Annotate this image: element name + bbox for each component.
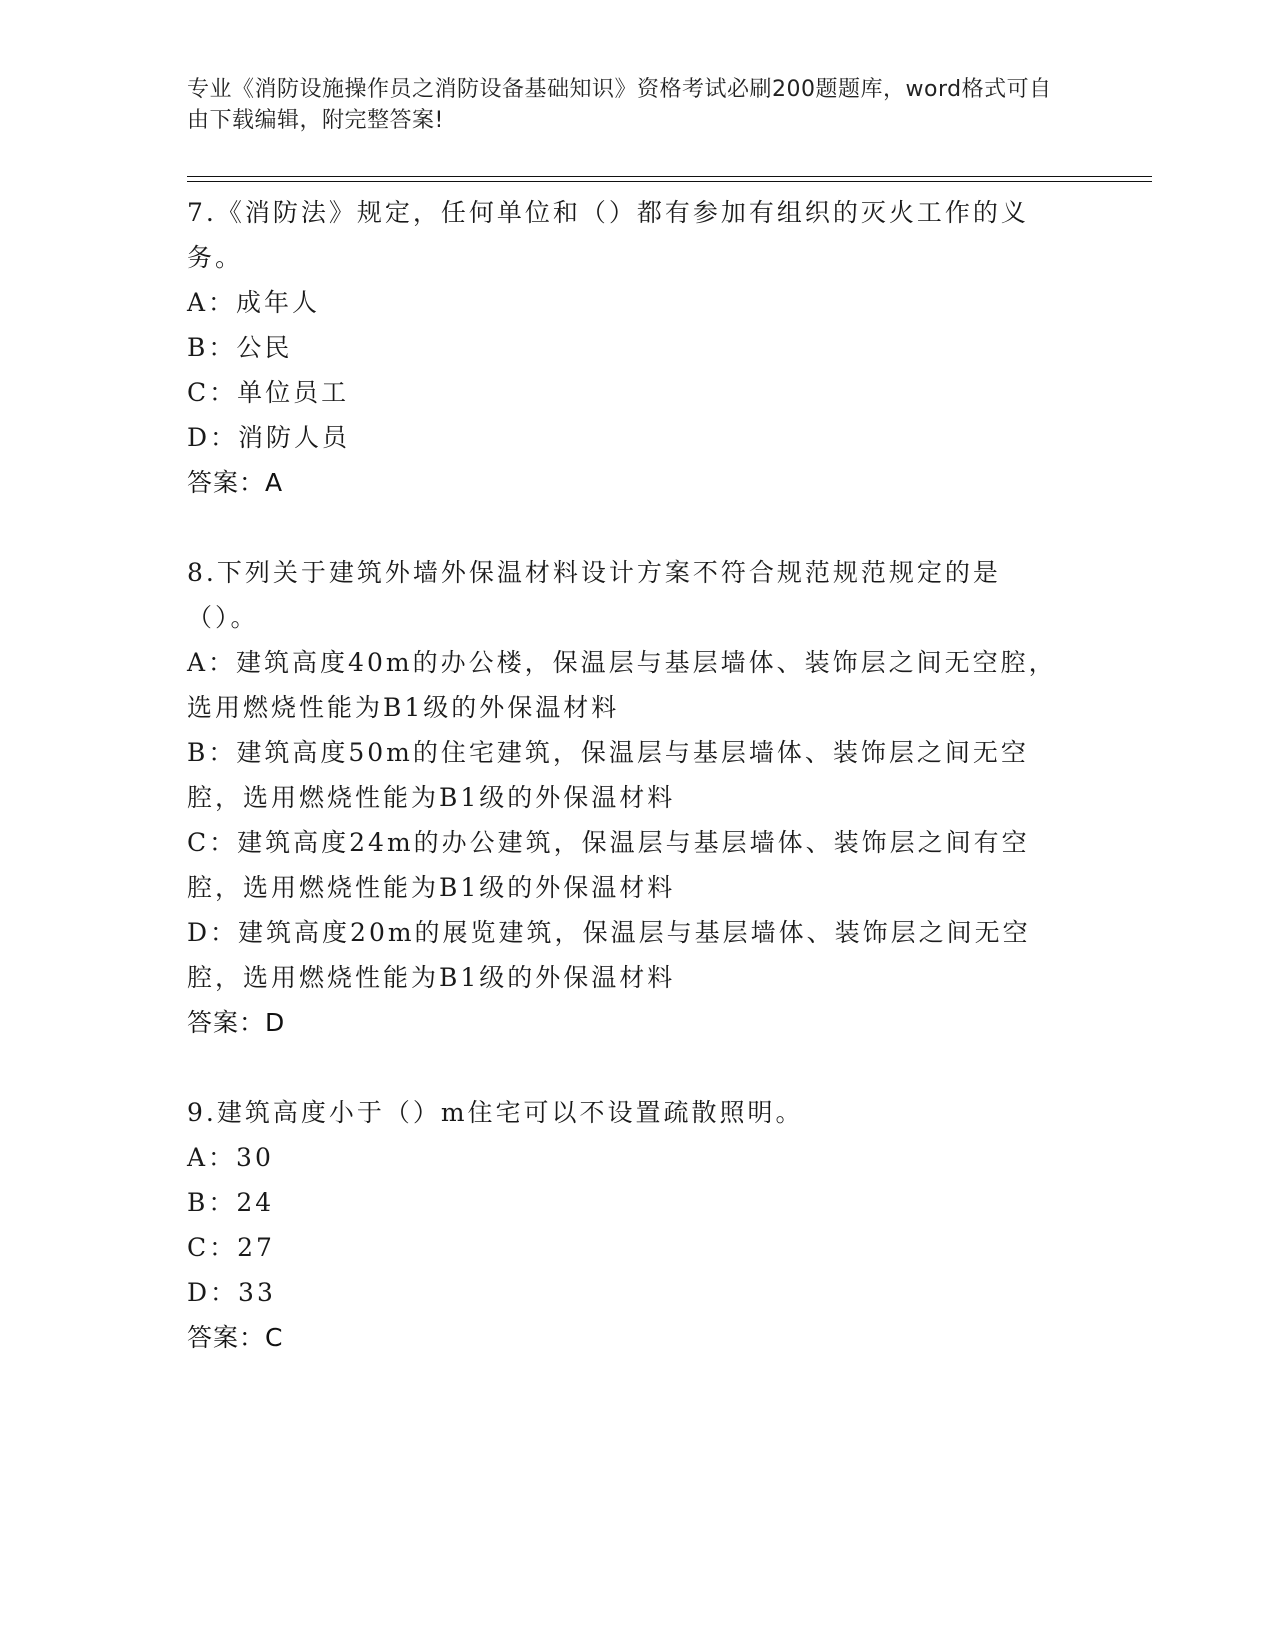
answer-label: 答案：A xyxy=(187,468,284,497)
question-9 xyxy=(187,1090,1067,1360)
document-header: 专业《消防设施操作员之消防设备基础知识》资格考试必刷200题题库，word格式可自由下载编辑，附完整答案! xyxy=(187,77,1052,133)
option-a: A：成年人 xyxy=(187,288,321,317)
option-c: C：单位员工 xyxy=(187,378,350,407)
question-text: 8.下列关于建筑外墙外保温材料设计方案不符合规范规范规定的是（）。 xyxy=(187,558,1001,632)
option-c: C：建筑高度24m的办公建筑，保温层与基层墙体、装饰层之间有空腔，选用燃烧性能为B1级的外保温材料 xyxy=(187,828,1030,902)
question-text: 9.建筑高度小于（）m住宅可以不设置疏散照明。 xyxy=(187,1098,804,1127)
question-7 xyxy=(187,190,1067,505)
answer-label: 答案：D xyxy=(187,1008,286,1037)
option-d: D：消防人员 xyxy=(187,423,351,452)
option-d: D：33 xyxy=(187,1278,276,1307)
question-spacer xyxy=(187,1045,1067,1090)
option-a: A：建筑高度40m的办公楼，保温层与基层墙体、装饰层之间无空腔，选用燃烧性能为B1级的外保温材料 xyxy=(187,648,1057,722)
header-divider xyxy=(187,176,1152,182)
question-list xyxy=(187,190,1067,1360)
option-a: A：30 xyxy=(187,1143,274,1172)
question-text: 7.《消防法》规定，任何单位和（）都有参加有组织的灭火工作的义务。 xyxy=(187,198,1029,272)
option-b: B：24 xyxy=(187,1188,275,1217)
option-b: B：公民 xyxy=(187,333,293,362)
question-spacer xyxy=(187,505,1067,550)
option-b: B：建筑高度50m的住宅建筑，保温层与基层墙体、装饰层之间无空腔，选用燃烧性能为B1级的外保温材料 xyxy=(187,738,1029,812)
option-c: C：27 xyxy=(187,1233,275,1262)
answer-label: 答案：C xyxy=(187,1323,284,1352)
question-8 xyxy=(187,550,1067,1045)
option-d: D：建筑高度20m的展览建筑，保温层与基层墙体、装饰层之间无空腔，选用燃烧性能为B1级的外保温材料 xyxy=(187,918,1031,992)
